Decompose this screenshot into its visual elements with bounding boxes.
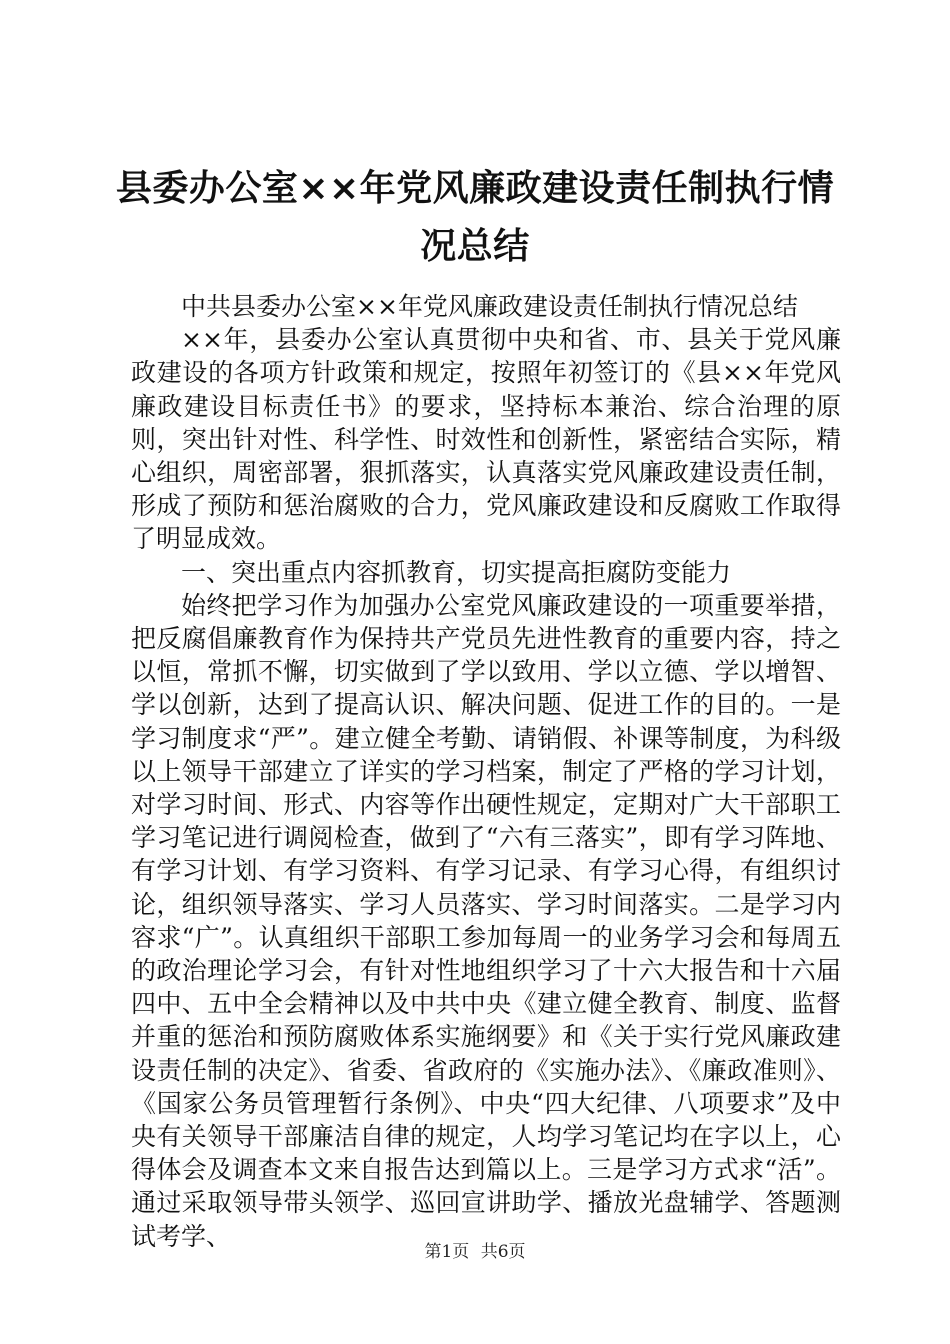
body-paragraph: 始终把学习作为加强办公室党风廉政建设的一项重要举措，把反腐倡廉教育作为保持共产党员先进性教育的重要内容，持之以恒，常抓不懈，切实做到了学以致用、学以立德、学以增智、学以创新，达到了提高认识、解决问题、促进工作的目的。一是学习制度求“严”。建立健全考勤、请销假、补课等制度，为科级以上领导干部建立了详实的学习档案，制定了严格的学习计划，对学习时间、形式、内容等作出硬性规定，定期对广大干部职工学习笔记进行调阅检查，做到了“六有三落实”，即有学习阵地、有学习计划、有学习资料、有学习记录、有学习心得，有组织讨论，组织领导落实、学习人员落实、学习时间落实。二是学习内容求“广”。认真组织干部职工参加每周一的业务学习会和每周五的政治理论学习会，有针对性地组织学习了十六大报告和十六届四中、五中全会精神以及中共中央《建立健全教育、制度、监督并重的惩治和预防腐败体系实施纲要》和《关于实行党风廉政建设责任制的决定》、省委、省政府的《实施办法》、《廉政准则》、《国家公务员管理暂行条例》、中央“四大纪律、八项要求”及中央有关领导干部廉洁自律的规定，人均学习笔记均在字以上，心得体会及调查本文来自报告达到篇以上。三是学习方式求“活”。通过采取领导带头领学、巡回宣讲助学、播放光盘辅学、答题测试考学、 — [131, 590, 841, 1251]
page-total: 共6页 — [480, 1242, 526, 1262]
section-heading: 一、突出重点内容抓教育，切实提高拒腐防变能力 — [181, 557, 732, 587]
document-body — [131, 290, 841, 1253]
intro-paragraph: ××年，县委办公室认真贯彻中央和省、市、县关于党风廉政建设的各项方针政策和规定，按照年初签订的《县××年党风廉政建设目标责任书》的要求，坚持标本兼治、综合治理的原则，突出针对性、科学性、时效性和创新性，紧密结合实际，精心组织，周密部署，狠抓落实，认真落实党风廉政建设责任制，形成了预防和惩治腐败的合力，党风廉政建设和反腐败工作取得了明显成效。 — [131, 325, 841, 554]
page-footer — [0, 1241, 950, 1263]
subtitle-paragraph: 中共县委办公室××年党风廉政建设责任制执行情况总结 — [181, 292, 798, 321]
document-title: 县委办公室××年党风廉政建设责任制执行情况总结 — [115, 168, 835, 267]
page-number: 第1页 — [424, 1242, 470, 1262]
